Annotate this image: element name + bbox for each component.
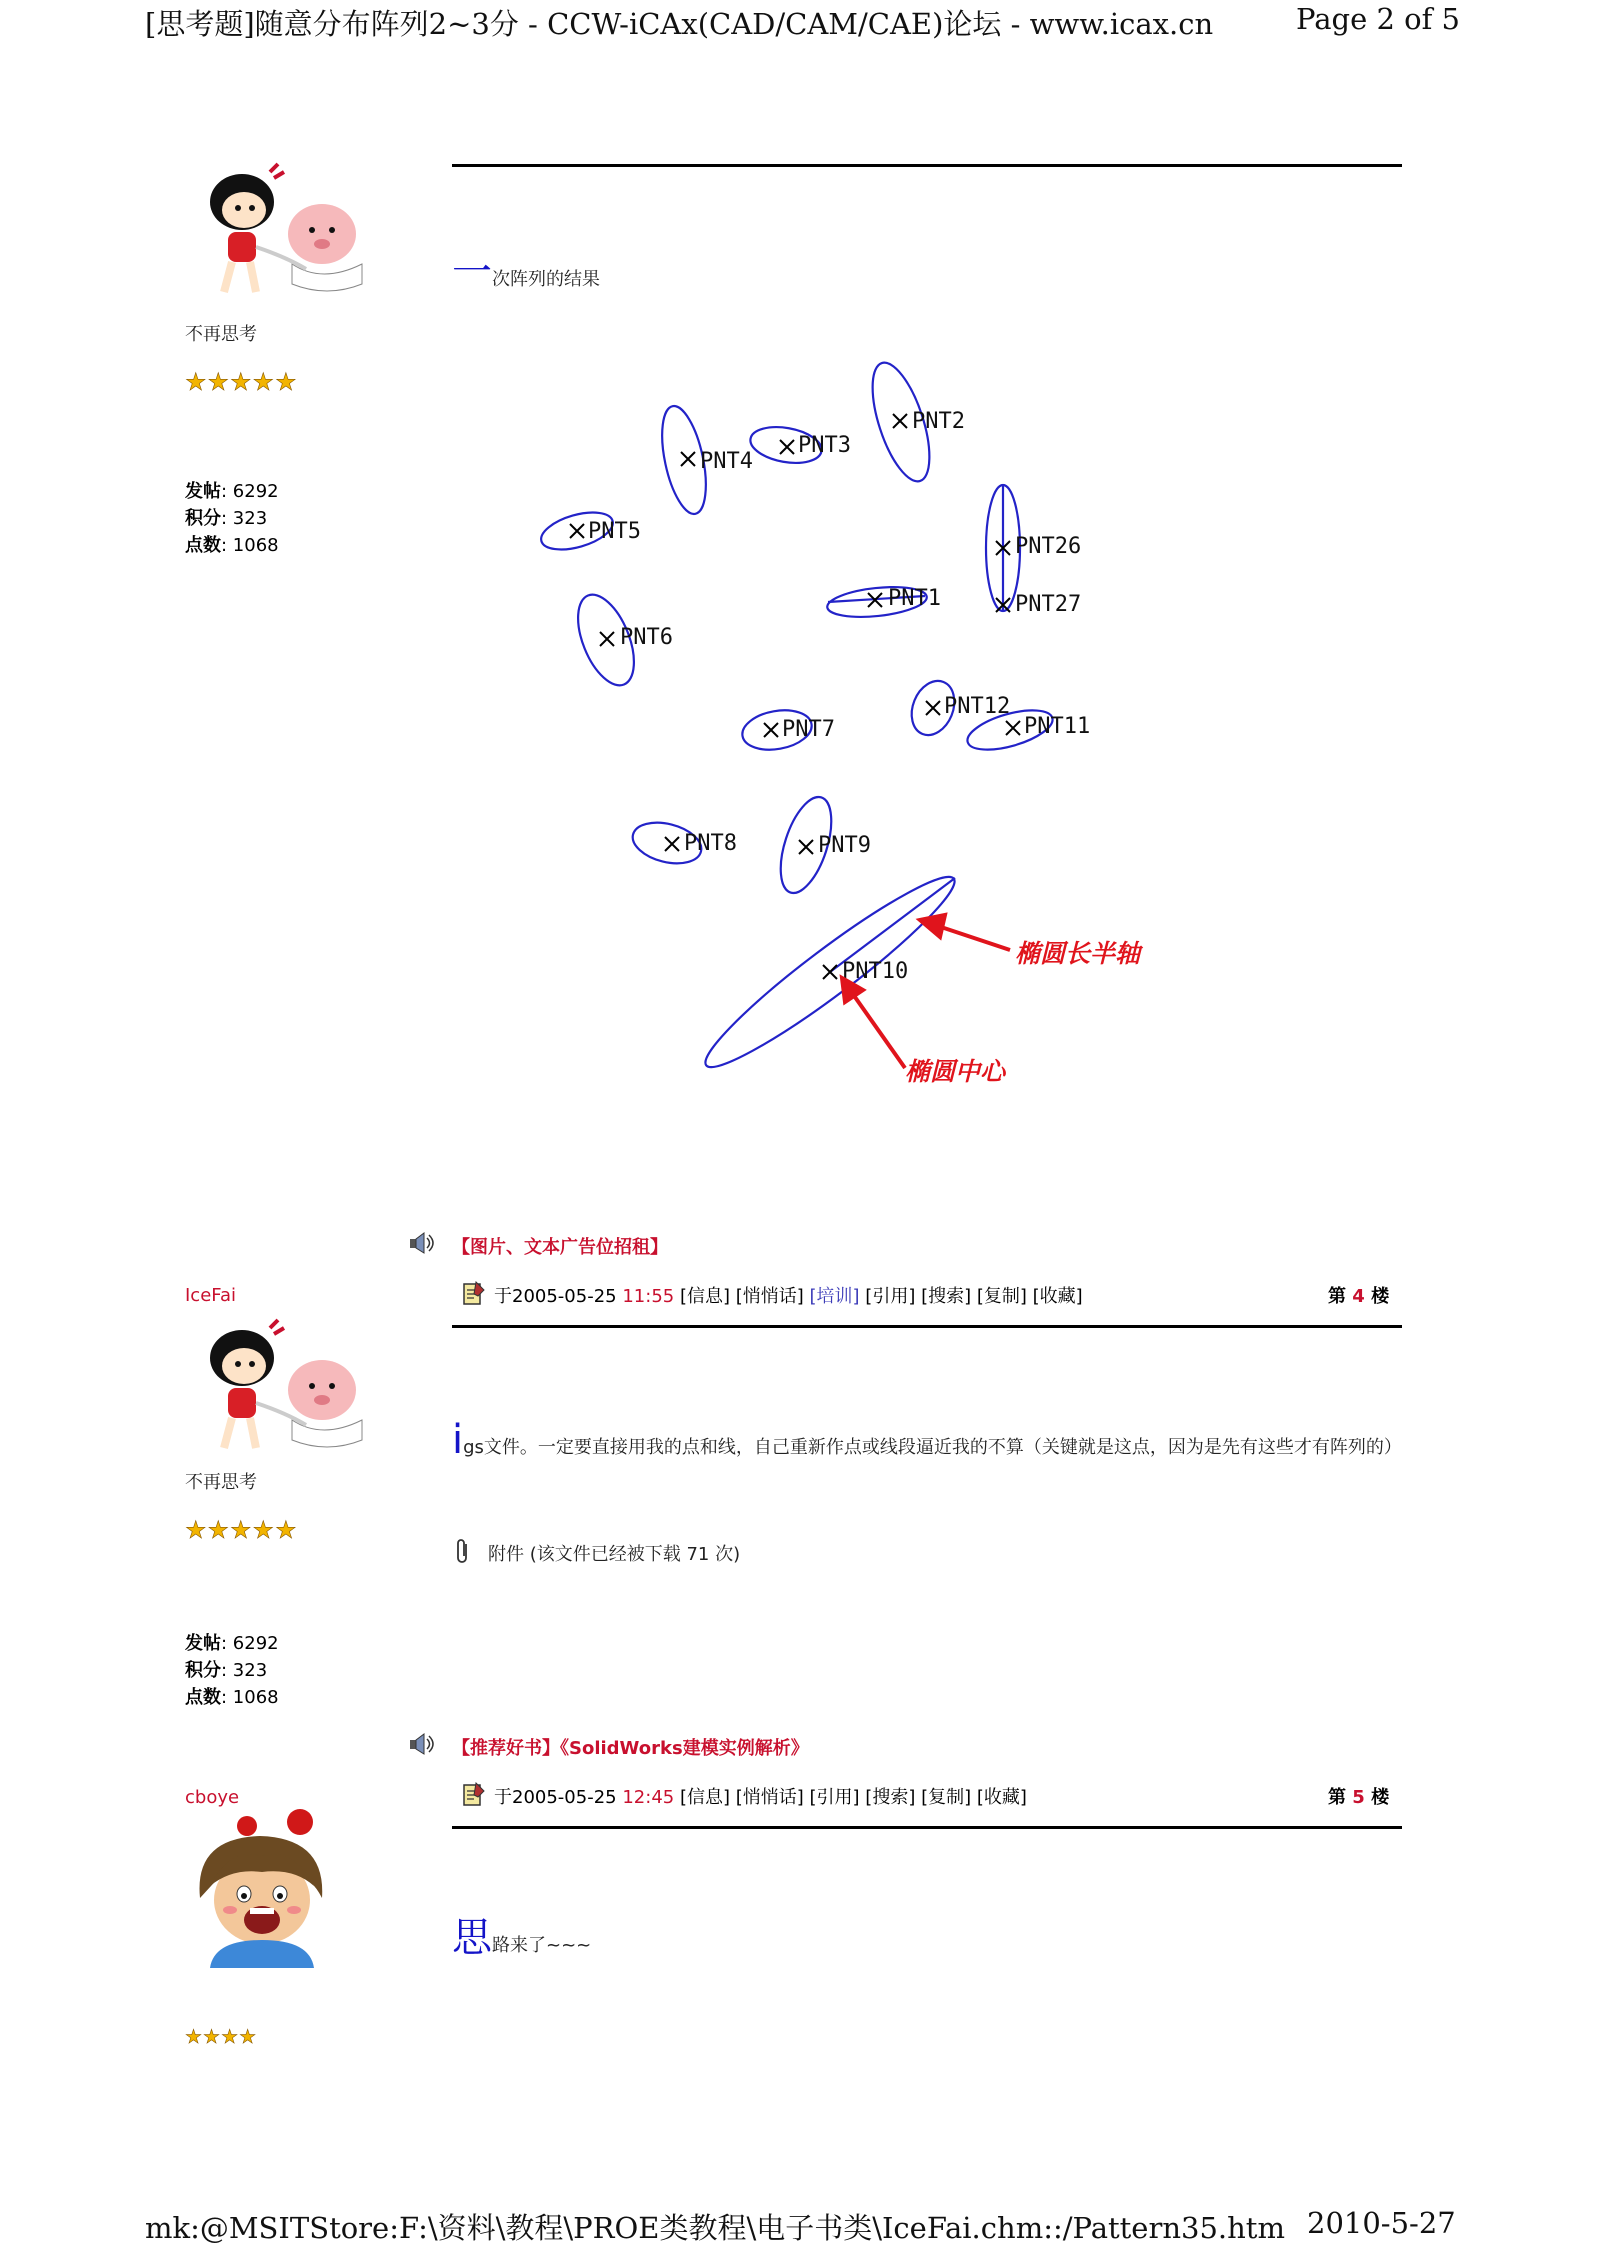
avatar — [192, 1808, 337, 1968]
cartoon-kids-icon — [210, 1320, 362, 1448]
star-icon: ★ — [207, 1516, 230, 1544]
floor-number: 第 4 楼 — [1328, 1286, 1390, 1307]
cartoon-boy-icon — [200, 1809, 323, 1968]
star-icon: ★ — [252, 368, 275, 396]
link-training[interactable]: [培训] — [809, 1286, 860, 1307]
post-initial: 一 — [452, 249, 492, 295]
rank-stars — [185, 2028, 256, 2047]
post-time: 11:55 — [622, 1286, 675, 1307]
post-divider — [452, 1325, 1402, 1328]
post-note-icon — [462, 1781, 486, 1807]
star-icon: ★ — [275, 1516, 297, 1544]
star-icon: ★ — [275, 368, 297, 396]
username[interactable]: IceFai — [185, 1285, 237, 1306]
speaker-icon — [408, 1731, 434, 1757]
post-divider — [452, 164, 1402, 167]
post-meta — [494, 1783, 1027, 1809]
point-label: PNT26 — [1015, 534, 1082, 559]
star-icon: ★ — [252, 1516, 275, 1544]
floor-number: 第 5 楼 — [1328, 1787, 1390, 1808]
star-icon: ★ — [203, 2026, 221, 2048]
point-label: PNT6 — [620, 625, 673, 650]
stat-points: 点数: 1068 — [185, 1687, 279, 1708]
post-body — [452, 1915, 592, 1961]
post-text: gs文件。一定要直接用我的点和线，自己重新作点或线段逼近我的不算（关键就是这点，因为是先有这些才有阵列的） — [463, 1437, 1402, 1458]
point-label: PNT11 — [1024, 714, 1091, 739]
star-icon: ★ — [185, 1516, 207, 1544]
ad-banner-link[interactable]: 【图片、文本广告位招租】 — [452, 1237, 668, 1258]
pattern-result-figure — [530, 350, 1250, 1100]
link-favorite[interactable]: [收藏] — [976, 1787, 1027, 1808]
link-quote[interactable]: [引用] — [809, 1787, 860, 1808]
star-icon: ★ — [221, 2026, 239, 2048]
link-favorite[interactable]: [收藏] — [1032, 1286, 1083, 1307]
point-label: PNT10 — [842, 959, 909, 984]
post-meta — [494, 1282, 1083, 1308]
point-label: PNT4 — [700, 449, 753, 474]
point-label: PNT9 — [818, 833, 871, 858]
page-footer-path: mk:@MSITStore:F:\资料\教程\PROE类教程\电子书类\IceFai.chm::/Pattern35.htm — [145, 2211, 1285, 2245]
post-date: 于2005-05-25 — [494, 1787, 623, 1808]
point-label: PNT8 — [684, 831, 737, 856]
avatar — [192, 1308, 392, 1458]
post-divider — [452, 1826, 1402, 1829]
post-body — [452, 249, 600, 295]
rank-stars — [185, 1518, 297, 1542]
page-footer-date: 2010-5-27 — [1307, 2206, 1456, 2240]
post-initial: i — [452, 1417, 464, 1463]
rank-stars — [185, 370, 297, 394]
annotation-center: 椭圆中心 — [905, 1057, 1006, 1086]
link-info[interactable]: [信息] — [679, 1787, 730, 1808]
user-signature: 不再思考 — [185, 1472, 257, 1493]
stat-points: 点数: 1068 — [185, 535, 279, 556]
attachment-link[interactable]: 附件 (该文件已经被下载 71 次) — [488, 1544, 741, 1565]
star-icon: ★ — [185, 2026, 203, 2048]
point-label: PNT1 — [888, 586, 941, 611]
user-signature: 不再思考 — [185, 324, 257, 345]
stat-posts: 发帖: 6292 — [185, 1633, 279, 1654]
post-body — [452, 1417, 1402, 1463]
user-stats — [185, 478, 279, 559]
point-label: PNT7 — [782, 717, 835, 742]
post-time: 12:45 — [622, 1787, 675, 1808]
post-initial: 思 — [452, 1915, 492, 1961]
star-icon: ★ — [185, 368, 207, 396]
link-search[interactable]: [搜索] — [865, 1787, 916, 1808]
paperclip-icon — [456, 1538, 470, 1564]
page-header-title: [思考题]随意分布阵列2~3分 - CCW-iCAx(CAD/CAM/CAE)论坛 - www.icax.cn — [145, 7, 1214, 41]
link-copy[interactable]: [复制] — [976, 1286, 1027, 1307]
post-text: 路来了~~~ — [492, 1935, 592, 1956]
link-quote[interactable]: [引用] — [865, 1286, 916, 1307]
username[interactable]: cboye — [185, 1787, 240, 1808]
star-icon: ★ — [239, 2026, 257, 2048]
ad-banner-link[interactable]: 【推荐好书】《SolidWorks建模实例解析》 — [452, 1738, 809, 1759]
page-header-page-number: Page 2 of 5 — [1296, 2, 1460, 36]
speaker-icon — [408, 1230, 434, 1256]
link-info[interactable]: [信息] — [679, 1286, 730, 1307]
avatar — [192, 152, 392, 302]
post-note-icon — [462, 1280, 486, 1306]
annotation-major-axis: 椭圆长半轴 — [1015, 939, 1141, 968]
star-icon: ★ — [207, 368, 230, 396]
post-date: 于2005-05-25 — [494, 1286, 623, 1307]
point-label: PNT27 — [1015, 592, 1082, 617]
star-icon: ★ — [230, 1516, 252, 1544]
point-label: PNT5 — [588, 519, 641, 544]
point-label: PNT2 — [912, 409, 965, 434]
link-private-message[interactable]: [悄悄话] — [735, 1286, 804, 1307]
point-label: PNT12 — [944, 694, 1011, 719]
stat-posts: 发帖: 6292 — [185, 481, 279, 502]
user-stats — [185, 1630, 279, 1711]
stat-score: 积分: 323 — [185, 1660, 268, 1681]
link-search[interactable]: [搜索] — [921, 1286, 972, 1307]
star-icon: ★ — [230, 368, 252, 396]
link-private-message[interactable]: [悄悄话] — [735, 1787, 804, 1808]
link-copy[interactable]: [复制] — [921, 1787, 972, 1808]
post-text: 次阵列的结果 — [492, 269, 600, 290]
point-label: PNT3 — [798, 433, 851, 458]
cartoon-kids-icon — [210, 164, 362, 292]
stat-score: 积分: 323 — [185, 508, 268, 529]
